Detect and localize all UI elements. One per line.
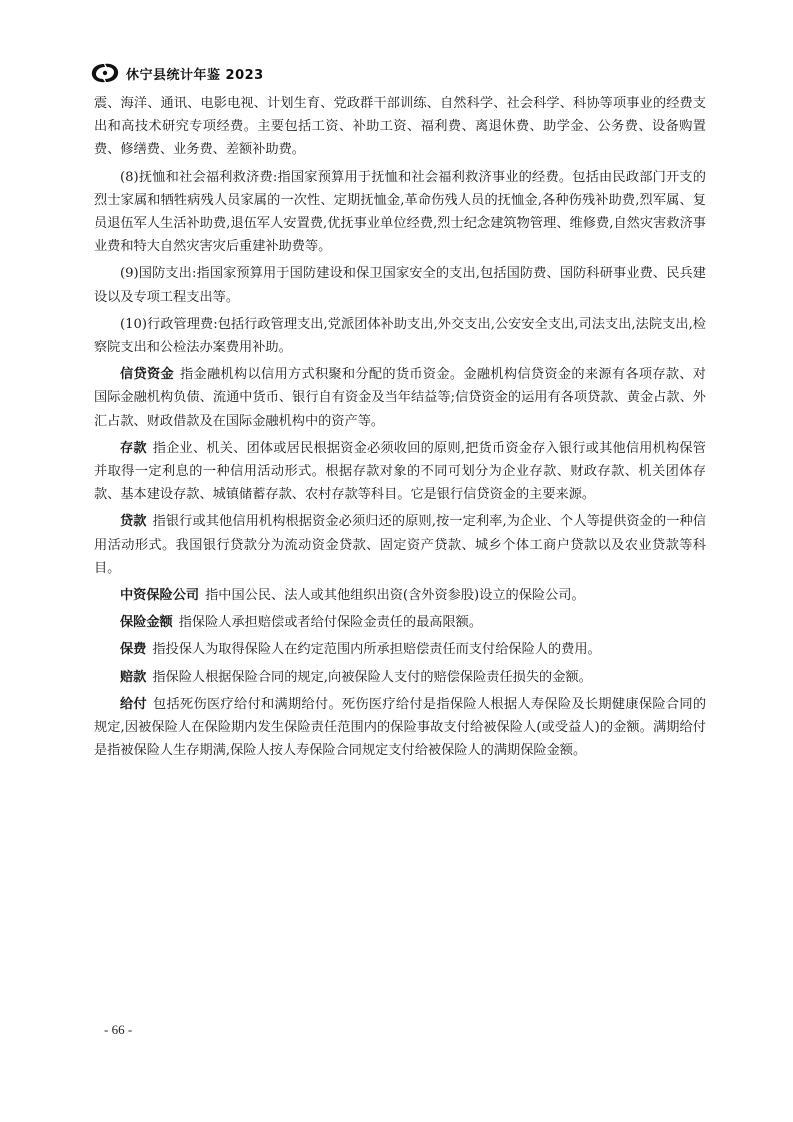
definition-text: 指保险人承担赔偿或者给付保险金责任的最高限额。: [178, 615, 483, 631]
paragraph-text: 震、海洋、通讯、电影电视、计划生育、党政群干部训练、自然科学、社会科学、科协等项事业的经费支出和高技术研究专项经费。主要包括工资、补助工资、福利费、离退休费、助学金、公务费、设备购置费、修缮费、业务费、差额补助费。: [94, 96, 706, 158]
definition-text: 指中国公民、法人或其他组织出资(含外资参股)设立的保险公司。: [205, 588, 585, 604]
body-text: [94, 92, 706, 766]
paragraph: [94, 313, 706, 359]
paragraph-text: (9)国防支出:指国家预算用于国防建设和保卫国家安全的支出,包括国防费、国防科研事业费、民兵建设以及专项工程支出等。: [94, 266, 706, 305]
term-heading: 保费: [120, 642, 147, 658]
definition-text: 指投保人为取得保险人在约定范围内所承担赔偿责任而支付给保险人的费用。: [152, 642, 601, 658]
definition-paragraph: [94, 437, 706, 507]
paragraph: [94, 166, 706, 259]
term-heading: 存款: [120, 440, 147, 456]
definition-paragraph: [94, 693, 706, 763]
paragraph: [94, 262, 706, 308]
page-header: [90, 60, 264, 86]
page-number: - 66 -: [104, 1022, 133, 1037]
paragraph-text: (10)行政管理费:包括行政管理支出,党派团体补助支出,外交支出,公安安全支出,司法支出,法院支出,检察院支出和公检法办案费用补助。: [94, 316, 706, 356]
definition-text: 包括死伤医疗给付和满期给付。死伤医疗给付是指保险人根据人寿保险及长期健康保险合同的规定,因被保险人在保险期内发生保险责任范围内的保险事故支付给被保险人(或受益人)的金额。满期给付是指被保险人生存期满,保险人按人寿保险合同规定支付给被保险人的满期保险金额。: [94, 696, 707, 759]
definition-paragraph: [94, 584, 706, 607]
term-heading: 信贷资金: [120, 367, 174, 383]
definition-paragraph: [94, 363, 706, 433]
yearbook-logo-icon: [90, 62, 120, 84]
definition-text: 指金融机构以信用方式积聚和分配的货币资金。金融机构信贷资金的来源有各项存款、对国际金融机构负债、流通中货币、银行自有资金及当年结益等;信贷资金的运用有各项贷款、黄金占款、外汇占款、财政借款及在国际金融机构中的资产等。: [94, 367, 706, 429]
definition-text: 指企业、机关、团体或居民根据资金必须收回的原则,把货币资金存入银行或其他信用机构保管并取得一定利息的一种信用活动形式。根据存款对象的不同可划分为企业存款、财政存款、机关团体存款、基本建设存款、城镇储蓄存款、农村存款等科目。它是银行信贷资金的主要来源。: [94, 440, 706, 503]
definition-paragraph: [94, 666, 706, 689]
yearbook-title: 休宁县统计年鉴 2023: [126, 67, 264, 83]
term-heading: 保险金额: [120, 615, 173, 631]
term-heading: 中资保险公司: [120, 588, 200, 604]
term-heading: 给付: [120, 696, 147, 712]
definition-paragraph: [94, 611, 706, 634]
definition-text: 指银行或其他信用机构根据资金必须归还的原则,按一定利率,为企业、个人等提供资金的一种信用活动形式。我国银行贷款分为流动资金贷款、固定资产贷款、城乡个体工商户贷款以及农业贷款等科目。: [94, 514, 707, 576]
definition-paragraph: [94, 510, 706, 580]
definition-text: 指保险人根据保险合同的规定,向被保险人支付的赔偿保险责任损失的金额。: [152, 669, 592, 685]
definition-paragraph: [94, 638, 706, 661]
term-heading: 贷款: [120, 514, 147, 530]
paragraph-text: (8)抚恤和社会福利救济费:指国家预算用于抚恤和社会福利救济事业的经费。包括由民政部门开支的烈士家属和牺牲病残人员家属的一次性、定期抚恤金,革命伤残人员的抚恤金,各种伤残补助费,烈军属、复员退伍军人生活补助费,退伍军人安置费,优抚事业单位经费,烈士纪念建筑物管理、维修费,自然灾害救济事业费和特大自然灾害灾后重建补助费等。: [94, 169, 706, 255]
paragraph: [94, 92, 706, 162]
term-heading: 赔款: [120, 669, 147, 685]
